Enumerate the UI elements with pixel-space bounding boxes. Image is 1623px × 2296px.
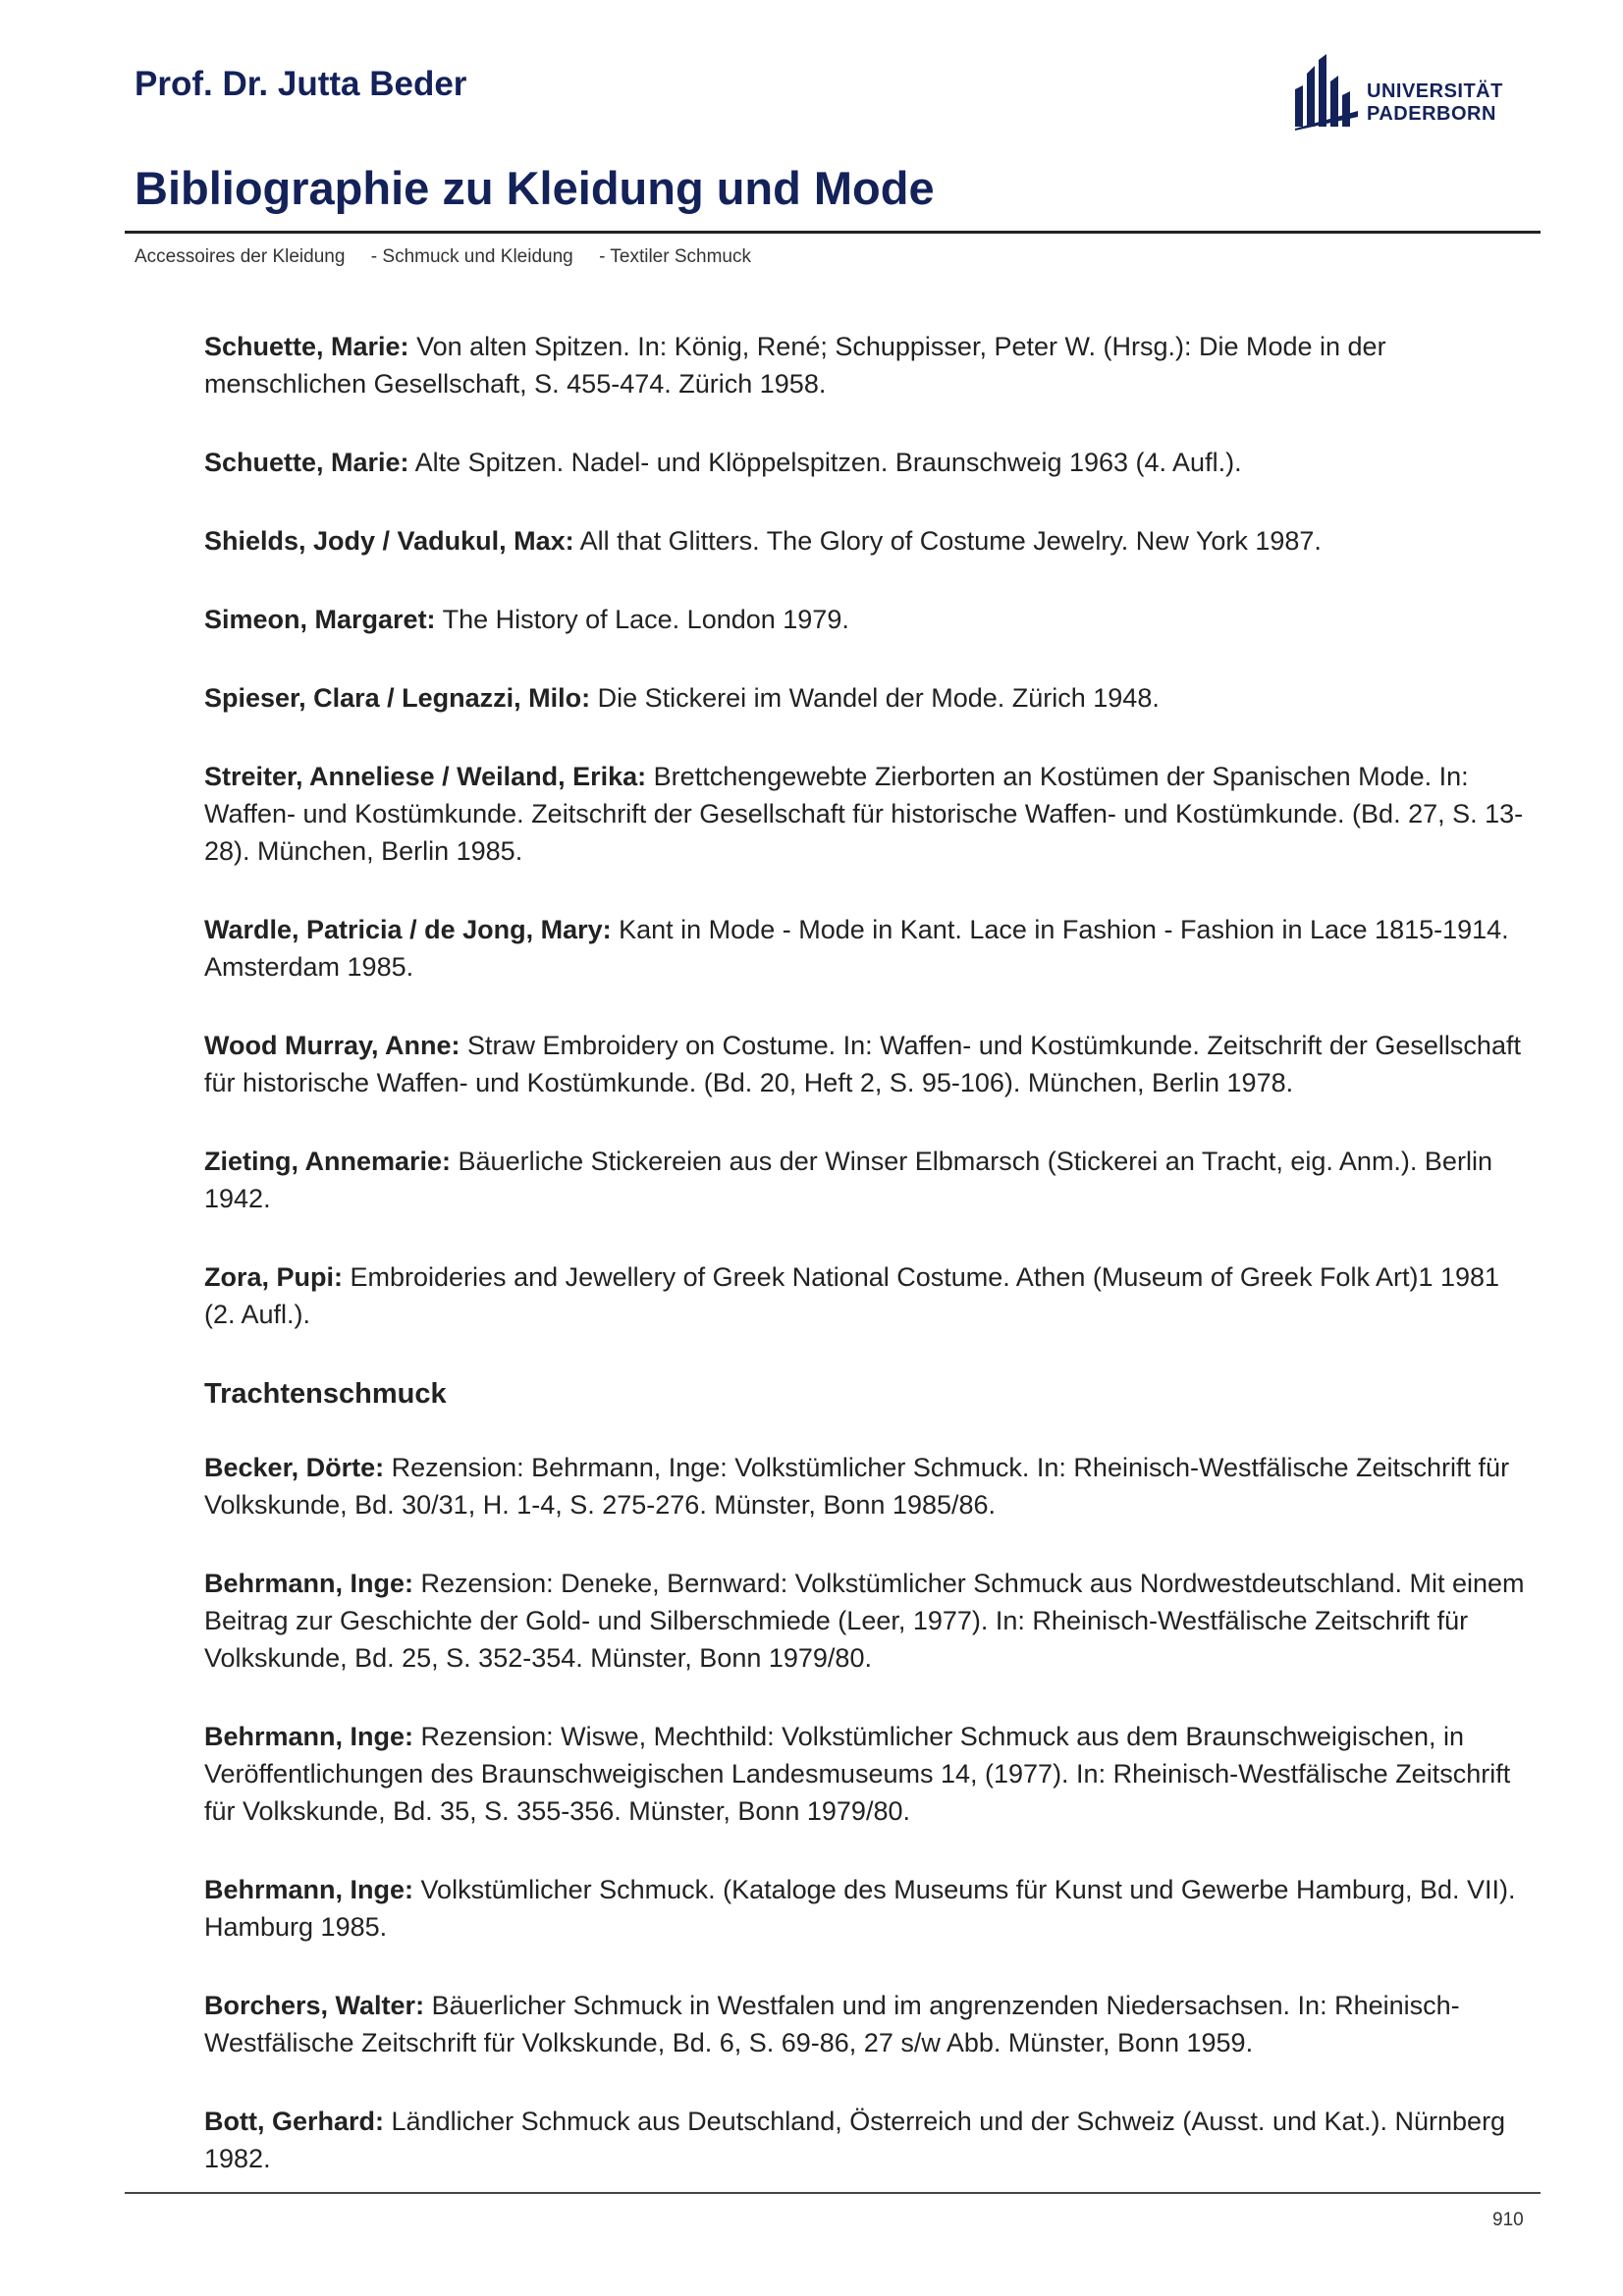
entry-text: All that Glitters. The Glory of Costume Jewelry. New York 1987. [573, 526, 1322, 556]
bibliography-entry [204, 1871, 1530, 1946]
bibliography-entry [204, 328, 1530, 402]
entry-author: Behrmann, Inge: [204, 1875, 414, 1904]
entry-text: Kant in Mode - Mode in Kant. Lace in Fashion - Fashion in Lace 1815-1914. Amsterdam 1985. [204, 915, 1509, 982]
university-logo [1293, 52, 1529, 131]
entry-author: Streiter, Anneliese / Weiland, Erika: [204, 762, 647, 791]
entry-text: Alte Spitzen. Nadel- und Klöppelspitzen. Braunschweig 1963 (4. Aufl.). [408, 448, 1242, 477]
bibliography-entry [204, 1449, 1530, 1523]
entry-text: Bäuerlicher Schmuck in Westfalen und im angrenzenden Niedersachsen. In: Rheinisch-Westfälische Zeitschrift für Volkskunde, Bd. 6, S. 69-86, 27 s/w Abb. Münster, Bonn 1959. [204, 1991, 1460, 2057]
bibliography-entry [204, 444, 1530, 481]
bibliography-entry [204, 1565, 1530, 1677]
entry-text: The History of Lace. London 1979. [435, 605, 849, 634]
entry-author: Spieser, Clara / Legnazzi, Milo: [204, 683, 591, 713]
entry-text: Brettchengewebte Zierborten an Kostümen der Spanischen Mode. In: Waffen- und Kostümkunde. Zeitschrift der Gesellschaft für historische Waffen- und Kostümkunde. (Bd. 27, S. 13-28). München, Berlin 1985. [204, 762, 1524, 866]
bibliography-list [204, 328, 1530, 2218]
bibliography-entry [204, 911, 1530, 986]
page-number: 910 [1492, 2210, 1524, 2230]
entry-author: Wood Murray, Anne: [204, 1031, 460, 1060]
page-title: Bibliographie zu Kleidung und Mode [135, 162, 935, 214]
entry-author: Bott, Gerhard: [204, 2107, 385, 2136]
breadcrumb: Accessoires der Kleidung - Schmuck und Kleidung - Textiler Schmuck [135, 246, 751, 267]
bibliography-entry [204, 758, 1530, 870]
bibliography-entry [204, 1718, 1530, 1830]
entry-author: Behrmann, Inge: [204, 1569, 414, 1598]
entry-text: Von alten Spitzen. In: König, René; Schuppisser, Peter W. (Hrsg.): Die Mode in der menschlichen Gesellschaft, S. 455-474. Zürich 1958. [204, 332, 1386, 399]
entry-text: Straw Embroidery on Costume. In: Waffen- und Kostümkunde. Zeitschrift der Gesellschaft für historische Waffen- und Kostümkunde. (Bd. 20, Heft 2, S. 95-106). München, Berlin 1978. [204, 1031, 1521, 1097]
entry-text: Rezension: Deneke, Bernward: Volkstümlicher Schmuck aus Nordwestdeutschland. Mit einem Beitrag zur Geschichte der Gold- und Silberschmiede (Leer, 1977). In: Rheinisch-Westfälische Zeitschrift für Volkskunde, Bd. 25, S. 352-354. Münster, Bonn 1979/80. [204, 1569, 1525, 1673]
entry-author: Wardle, Patricia / de Jong, Mary: [204, 915, 612, 944]
entry-author: Schuette, Marie: [204, 448, 409, 477]
entry-author: Zieting, Annemarie: [204, 1147, 452, 1176]
entry-author: Zora, Pupi: [204, 1262, 343, 1292]
logo-line-2: PADERBORN [1367, 103, 1496, 125]
header-divider [125, 231, 1541, 234]
section-heading: Trachtenschmuck [204, 1378, 447, 1410]
entry-text: Rezension: Wiswe, Mechthild: Volkstümlicher Schmuck aus dem Braunschweigischen, in Veröffentlichungen des Braunschweigischen Landesmuseums 14, (1977). In: Rheinisch-Westfälische Zeitschrift für Volkskunde, Bd. 35, S. 355-356. Münster, Bonn 1979/80. [204, 1722, 1511, 1826]
bibliography-entry [204, 522, 1530, 560]
entry-text: Ländlicher Schmuck aus Deutschland, Österreich und der Schweiz (Ausst. und Kat.). Nürnberg 1982. [204, 2107, 1506, 2173]
bibliography-entry [204, 1027, 1530, 1101]
entry-author: Schuette, Marie: [204, 332, 409, 361]
entry-author: Behrmann, Inge: [204, 1722, 414, 1751]
entry-author: Borchers, Walter: [204, 1991, 425, 2020]
bibliography-entry [204, 1258, 1530, 1333]
author-name: Prof. Dr. Jutta Beder [135, 65, 467, 103]
entry-text: Die Stickerei im Wandel der Mode. Zürich 1948. [590, 683, 1160, 713]
entry-author: Becker, Dörte: [204, 1453, 385, 1482]
bibliography-entry [204, 2103, 1530, 2177]
logo-line-1: UNIVERSITÄT [1367, 80, 1503, 102]
bibliography-entry [204, 1143, 1530, 1217]
university-name [1367, 80, 1503, 126]
bibliography-entry [204, 1987, 1530, 2061]
entry-text: Embroideries and Jewellery of Greek National Costume. Athen (Museum of Greek Folk Art)1 1981 (2. Aufl.). [204, 1262, 1500, 1329]
bibliography-entry [204, 679, 1530, 717]
entry-text: Bäuerliche Stickereien aus der Winser Elbmarsch (Stickerei an Tracht, eig. Anm.). Berlin 1942. [204, 1147, 1492, 1213]
footer-divider [125, 2192, 1541, 2194]
bibliography-entry [204, 601, 1530, 638]
entries-textile [204, 328, 1530, 1333]
entry-author: Shields, Jody / Vadukul, Max: [204, 526, 574, 556]
entry-text: Rezension: Behrmann, Inge: Volkstümlicher Schmuck. In: Rheinisch-Westfälische Zeitschrift für Volkskunde, Bd. 30/31, H. 1-4, S. 275-276. Münster, Bonn 1985/86. [204, 1453, 1510, 1520]
entry-text: Volkstümlicher Schmuck. (Kataloge des Museums für Kunst und Gewerbe Hamburg, Bd. VII). Hamburg 1985. [204, 1875, 1516, 1942]
page-header [0, 0, 1623, 285]
entry-author: Simeon, Margaret: [204, 605, 436, 634]
entries-trachtenschmuck [204, 1449, 1530, 2177]
university-logo-icon [1293, 52, 1364, 131]
